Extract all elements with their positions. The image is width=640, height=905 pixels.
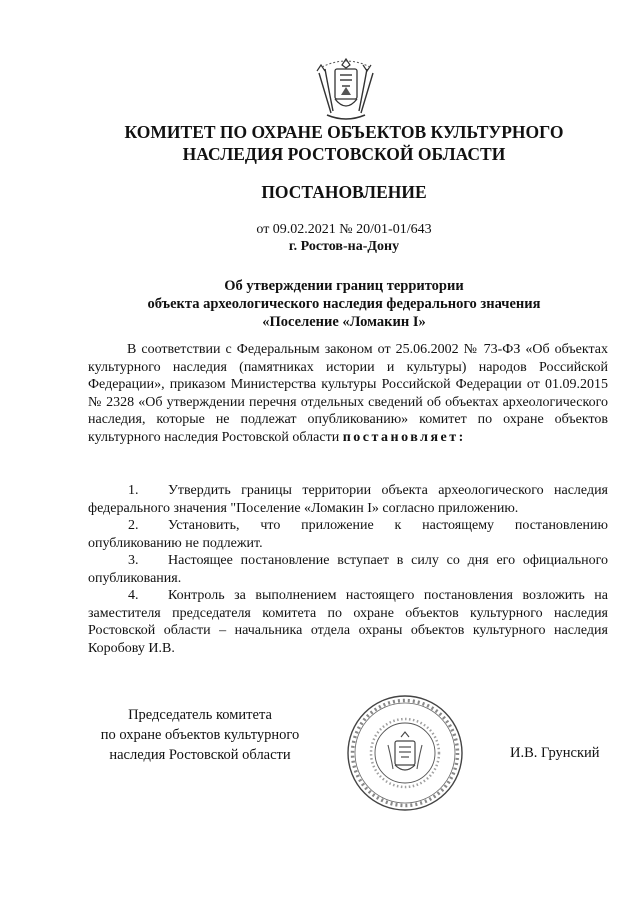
resolves-word: постановляет: [342, 429, 466, 445]
item-text: Настоящее постановление вступает в силу со дня его официального опубликования. [88, 553, 608, 586]
org-title-line-2: НАСЛЕДИЯ РОСТОВСКОЙ ОБЛАСТИ [182, 144, 506, 164]
item-number: 3. [128, 553, 139, 568]
seal-icon [345, 693, 465, 813]
item-number: 4. [128, 588, 139, 603]
item-text: Контроль за выполнением настоящего постановления возложить на заместителя председателя комитета по охране объектов культурного наследия Ростовской области – начальника отдела охраны объектов культурного наследия Коробову И.В. [88, 588, 608, 656]
date-number-line: от 09.02.2021 № 20/01-01/643 [256, 222, 432, 237]
list-item [88, 587, 608, 657]
preamble-paragraph [88, 341, 608, 447]
item-text: Утвердить границы территории объекта археологического наследия федерального значения "Поселение «Ломакин I» согласно приложению. [88, 483, 608, 516]
signer-position-line-1: Председатель комитета [128, 707, 272, 723]
signer-position-line-3: наследия Ростовской области [109, 747, 291, 763]
item-number: 2. [128, 518, 139, 533]
item-text: Установить, что приложение к настоящему постановлению опубликованию не подлежит. [88, 518, 608, 551]
coat-of-arms-icon [313, 55, 379, 123]
subject-line-2: объекта археологического наследия федерального значения [147, 296, 541, 312]
list-item [88, 552, 608, 587]
signer-name: И.В. Грунский [510, 745, 600, 761]
signer-position-line-2: по охране объектов культурного [100, 727, 300, 743]
list-item [88, 482, 608, 517]
list-item [88, 517, 608, 552]
item-number: 1. [128, 483, 139, 498]
document-type: ПОСТАНОВЛЕНИЕ [261, 182, 427, 202]
city-line: г. Ростов-на-Дону [288, 239, 400, 254]
preamble-text: В соответствии с Федеральным законом от 25.06.2002 № 73-ФЗ «Об объектах культурного наследия (памятниках истории и культуры) народов Российской Федерации», приказом Министерства культуры Российской Федерации от 01.09.2015 № 2328 «Об утверждении перечня отдельных сведений об объектах археологического наследия, которые не подлежат опубликованию» комитет по охране объектов культурного наследия Ростовской области [88, 342, 608, 445]
subject-line-1: Об утверждении границ территории [224, 278, 464, 294]
org-title-line-1: КОМИТЕТ ПО ОХРАНЕ ОБЪЕКТОВ КУЛЬТУРНОГО [124, 122, 564, 142]
subject-line-3: «Поселение «Ломакин I» [262, 314, 426, 330]
